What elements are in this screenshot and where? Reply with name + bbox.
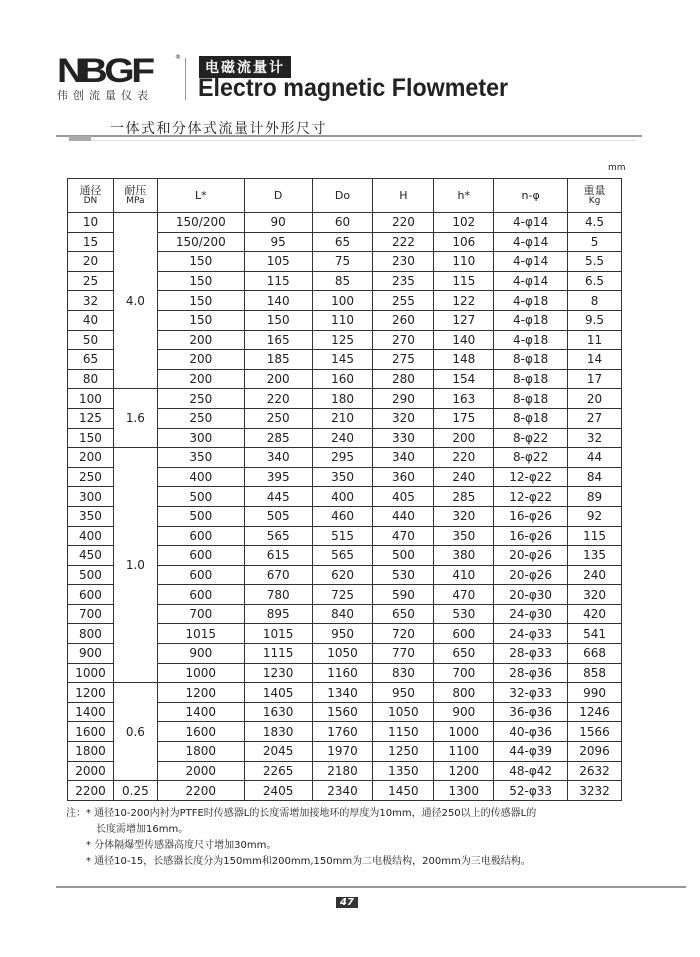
cell-l: 200 xyxy=(157,369,244,389)
cell-dn: 25 xyxy=(68,271,114,291)
cell-d: 150 xyxy=(244,310,312,330)
cell-weight: 541 xyxy=(568,624,622,644)
cell-l: 250 xyxy=(157,408,244,428)
cell-n-phi: 8-φ22 xyxy=(494,448,568,468)
cell-weight: 668 xyxy=(568,644,622,664)
cell-h: 720 xyxy=(373,624,434,644)
cell-dn: 2200 xyxy=(68,781,114,801)
cell-d: 115 xyxy=(244,271,312,291)
cell-weight: 17 xyxy=(568,369,622,389)
cell-do: 1970 xyxy=(312,742,373,762)
unit-label: mm xyxy=(608,163,626,173)
cell-l: 600 xyxy=(157,585,244,605)
note-2: * 分体隔爆型传感器高度尺寸增加30mm。 xyxy=(86,840,277,851)
cell-l: 150 xyxy=(157,291,244,311)
cell-d: 445 xyxy=(244,487,312,507)
cell-h-star: 127 xyxy=(434,310,494,330)
cell-dn: 900 xyxy=(68,644,114,664)
cell-n-phi: 52-φ33 xyxy=(494,781,568,801)
cell-dn: 700 xyxy=(68,604,114,624)
cell-do: 110 xyxy=(312,310,373,330)
cell-dn: 1000 xyxy=(68,663,114,683)
cell-d: 250 xyxy=(244,408,312,428)
header-h-star xyxy=(434,179,494,213)
cell-dn: 300 xyxy=(68,487,114,507)
cell-n-phi: 48-φ42 xyxy=(494,761,568,781)
brand-logo: NBGF xyxy=(57,52,152,90)
cell-weight: 5.5 xyxy=(568,252,622,272)
cell-n-phi: 24-φ33 xyxy=(494,624,568,644)
cell-h-star: 700 xyxy=(434,663,494,683)
cell-h-star: 650 xyxy=(434,644,494,664)
cell-l: 600 xyxy=(157,526,244,546)
cell-h-star: 320 xyxy=(434,506,494,526)
cell-dn: 32 xyxy=(68,291,114,311)
cell-dn: 65 xyxy=(68,350,114,370)
cell-weight: 32 xyxy=(568,428,622,448)
cell-d: 2405 xyxy=(244,781,312,801)
table-row xyxy=(68,389,622,409)
cell-weight: 4.5 xyxy=(568,213,622,233)
header-label: n-φ xyxy=(521,189,540,202)
header-l xyxy=(157,179,244,213)
cell-l: 200 xyxy=(157,330,244,350)
cell-h: 650 xyxy=(373,604,434,624)
cell-n-phi: 20-φ30 xyxy=(494,585,568,605)
header-h xyxy=(373,179,434,213)
cell-h-star: 220 xyxy=(434,448,494,468)
cell-h-star: 240 xyxy=(434,467,494,487)
header-label: 通径 xyxy=(79,183,102,197)
cell-h: 470 xyxy=(373,526,434,546)
cell-l: 1600 xyxy=(157,722,244,742)
cell-do: 950 xyxy=(312,624,373,644)
cell-h: 330 xyxy=(373,428,434,448)
cell-l: 900 xyxy=(157,644,244,664)
cell-dn: 600 xyxy=(68,585,114,605)
cell-n-phi: 20-φ26 xyxy=(494,565,568,585)
cell-d: 505 xyxy=(244,506,312,526)
cell-l: 1000 xyxy=(157,663,244,683)
note-1: 注：* 通径10-200内衬为PTFE时传感器L的长度需增加接地环的厚度为10mm，通径250以上的传感器L的 xyxy=(66,808,537,819)
cell-dn: 400 xyxy=(68,526,114,546)
cell-weight: 1246 xyxy=(568,702,622,722)
cell-h-star: 110 xyxy=(434,252,494,272)
cell-h: 220 xyxy=(373,213,434,233)
header-n-phi xyxy=(494,179,568,213)
cell-h-star: 175 xyxy=(434,408,494,428)
cell-weight: 8 xyxy=(568,291,622,311)
cell-l: 150/200 xyxy=(157,232,244,252)
cell-h: 530 xyxy=(373,565,434,585)
cell-h: 222 xyxy=(373,232,434,252)
table-row xyxy=(68,683,622,703)
cell-l: 600 xyxy=(157,546,244,566)
cell-weight: 11 xyxy=(568,330,622,350)
cell-weight: 858 xyxy=(568,663,622,683)
header-label: 耐压 xyxy=(124,183,147,197)
cell-weight: 89 xyxy=(568,487,622,507)
cell-dn: 10 xyxy=(68,213,114,233)
cell-do: 240 xyxy=(312,428,373,448)
cell-weight: 420 xyxy=(568,604,622,624)
table-row xyxy=(68,781,622,801)
cell-dn: 80 xyxy=(68,369,114,389)
cell-h-star: 1300 xyxy=(434,781,494,801)
cell-dn: 1600 xyxy=(68,722,114,742)
cell-h-star: 122 xyxy=(434,291,494,311)
cell-pressure: 1.6 xyxy=(113,389,157,448)
dimensions-table xyxy=(67,178,622,801)
cell-d: 2045 xyxy=(244,742,312,762)
cell-weight: 3232 xyxy=(568,781,622,801)
cell-h-star: 1200 xyxy=(434,761,494,781)
cell-h: 235 xyxy=(373,271,434,291)
cell-h-star: 900 xyxy=(434,702,494,722)
brand-subtitle: 伟创流量仪表 xyxy=(57,89,153,102)
cell-weight: 1566 xyxy=(568,722,622,742)
cell-do: 85 xyxy=(312,271,373,291)
header-d xyxy=(244,179,312,213)
cell-n-phi: 4-φ14 xyxy=(494,252,568,272)
cell-h: 230 xyxy=(373,252,434,272)
header-label: L* xyxy=(194,189,207,202)
cell-do: 350 xyxy=(312,467,373,487)
cell-do: 60 xyxy=(312,213,373,233)
cell-weight: 44 xyxy=(568,448,622,468)
cell-dn: 150 xyxy=(68,428,114,448)
cell-l: 1015 xyxy=(157,624,244,644)
cell-weight: 320 xyxy=(568,585,622,605)
cell-l: 1800 xyxy=(157,742,244,762)
cell-d: 615 xyxy=(244,546,312,566)
cell-h-star: 115 xyxy=(434,271,494,291)
cell-h: 440 xyxy=(373,506,434,526)
header-do xyxy=(312,179,373,213)
cell-dn: 125 xyxy=(68,408,114,428)
cell-d: 165 xyxy=(244,330,312,350)
cell-h-star: 285 xyxy=(434,487,494,507)
cell-do: 1760 xyxy=(312,722,373,742)
cell-h: 1250 xyxy=(373,742,434,762)
header-label: 重量 xyxy=(583,183,606,197)
cell-dn: 250 xyxy=(68,467,114,487)
cell-dn: 450 xyxy=(68,546,114,566)
cell-d: 140 xyxy=(244,291,312,311)
cell-n-phi: 8-φ22 xyxy=(494,428,568,448)
cell-weight: 135 xyxy=(568,546,622,566)
cell-do: 1050 xyxy=(312,644,373,664)
cell-dn: 800 xyxy=(68,624,114,644)
cell-n-phi: 4-φ14 xyxy=(494,232,568,252)
cell-h-star: 106 xyxy=(434,232,494,252)
cell-l: 1200 xyxy=(157,683,244,703)
cell-do: 460 xyxy=(312,506,373,526)
cell-l: 150 xyxy=(157,252,244,272)
header-label: Do xyxy=(334,189,351,202)
cell-do: 2180 xyxy=(312,761,373,781)
header-label: D xyxy=(273,189,283,202)
cell-weight: 2632 xyxy=(568,761,622,781)
cell-h-star: 530 xyxy=(434,604,494,624)
cell-n-phi: 32-φ33 xyxy=(494,683,568,703)
cell-d: 1405 xyxy=(244,683,312,703)
cell-n-phi: 8-φ18 xyxy=(494,369,568,389)
cell-h: 405 xyxy=(373,487,434,507)
cell-h: 360 xyxy=(373,467,434,487)
cell-d: 1015 xyxy=(244,624,312,644)
cell-d: 1115 xyxy=(244,644,312,664)
cell-n-phi: 36-φ36 xyxy=(494,702,568,722)
divider xyxy=(185,58,186,100)
cell-h: 290 xyxy=(373,389,434,409)
cell-n-phi: 4-φ18 xyxy=(494,330,568,350)
cell-d: 220 xyxy=(244,389,312,409)
cell-n-phi: 24-φ30 xyxy=(494,604,568,624)
cell-h-star: 470 xyxy=(434,585,494,605)
page-title: Electro magnetic Flowmeter xyxy=(198,74,509,102)
cell-do: 210 xyxy=(312,408,373,428)
cell-do: 75 xyxy=(312,252,373,272)
cell-h: 340 xyxy=(373,448,434,468)
cell-h: 280 xyxy=(373,369,434,389)
cell-h: 590 xyxy=(373,585,434,605)
cell-l: 150 xyxy=(157,271,244,291)
cell-n-phi: 20-φ26 xyxy=(494,546,568,566)
cell-do: 65 xyxy=(312,232,373,252)
cell-do: 100 xyxy=(312,291,373,311)
cell-n-phi: 16-φ26 xyxy=(494,506,568,526)
cell-dn: 1800 xyxy=(68,742,114,762)
cell-d: 780 xyxy=(244,585,312,605)
cell-h: 1350 xyxy=(373,761,434,781)
cell-n-phi: 4-φ14 xyxy=(494,271,568,291)
cell-d: 1830 xyxy=(244,722,312,742)
cell-do: 1560 xyxy=(312,702,373,722)
cell-d: 185 xyxy=(244,350,312,370)
cell-h-star: 600 xyxy=(434,624,494,644)
cell-h: 1450 xyxy=(373,781,434,801)
cell-l: 500 xyxy=(157,506,244,526)
header-unit: DN xyxy=(83,195,98,206)
section-title: 一体式和分体式流量计外形尺寸 xyxy=(110,121,327,137)
cell-dn: 50 xyxy=(68,330,114,350)
cell-n-phi: 4-φ18 xyxy=(494,310,568,330)
cell-l: 2200 xyxy=(157,781,244,801)
cell-h: 500 xyxy=(373,546,434,566)
cell-h-star: 410 xyxy=(434,565,494,585)
cell-do: 840 xyxy=(312,604,373,624)
cell-n-phi: 28-φ36 xyxy=(494,663,568,683)
cell-h: 1150 xyxy=(373,722,434,742)
cell-do: 160 xyxy=(312,369,373,389)
cell-h: 1050 xyxy=(373,702,434,722)
cell-dn: 1400 xyxy=(68,702,114,722)
cell-h-star: 154 xyxy=(434,369,494,389)
cell-n-phi: 12-φ22 xyxy=(494,467,568,487)
cell-do: 400 xyxy=(312,487,373,507)
cell-pressure: 4.0 xyxy=(113,213,157,389)
table-header-row xyxy=(68,179,622,213)
cell-dn: 2000 xyxy=(68,761,114,781)
page-number: 47 xyxy=(336,897,358,908)
cell-d: 1630 xyxy=(244,702,312,722)
cell-h-star: 140 xyxy=(434,330,494,350)
cell-l: 600 xyxy=(157,565,244,585)
cell-h-star: 163 xyxy=(434,389,494,409)
section-marker xyxy=(69,136,91,141)
cell-d: 340 xyxy=(244,448,312,468)
cell-h-star: 1100 xyxy=(434,742,494,762)
cell-dn: 20 xyxy=(68,252,114,272)
cell-do: 515 xyxy=(312,526,373,546)
cell-do: 565 xyxy=(312,546,373,566)
cell-h-star: 380 xyxy=(434,546,494,566)
cell-n-phi: 4-φ18 xyxy=(494,291,568,311)
cell-h-star: 800 xyxy=(434,683,494,703)
cell-h: 260 xyxy=(373,310,434,330)
header-pressure xyxy=(113,179,157,213)
cell-l: 200 xyxy=(157,350,244,370)
header-weight xyxy=(568,179,622,213)
cell-d: 95 xyxy=(244,232,312,252)
cell-weight: 115 xyxy=(568,526,622,546)
cell-weight: 990 xyxy=(568,683,622,703)
cell-dn: 350 xyxy=(68,506,114,526)
cell-weight: 92 xyxy=(568,506,622,526)
cell-weight: 84 xyxy=(568,467,622,487)
cell-h: 320 xyxy=(373,408,434,428)
cell-l: 300 xyxy=(157,428,244,448)
cell-h: 770 xyxy=(373,644,434,664)
table-row xyxy=(68,213,622,233)
cell-d: 90 xyxy=(244,213,312,233)
table-row xyxy=(68,448,622,468)
cell-do: 2340 xyxy=(312,781,373,801)
header-dn xyxy=(68,179,114,213)
header-unit: MPa xyxy=(126,195,145,206)
cell-dn: 200 xyxy=(68,448,114,468)
cell-pressure: 1.0 xyxy=(113,448,157,683)
cell-do: 125 xyxy=(312,330,373,350)
cell-d: 565 xyxy=(244,526,312,546)
cell-weight: 27 xyxy=(568,408,622,428)
cell-h-star: 200 xyxy=(434,428,494,448)
header-unit: Kg xyxy=(588,195,601,206)
cell-l: 700 xyxy=(157,604,244,624)
cell-pressure: 0.25 xyxy=(113,781,157,801)
divider xyxy=(91,140,636,141)
cell-d: 200 xyxy=(244,369,312,389)
cell-l: 250 xyxy=(157,389,244,409)
cell-d: 2265 xyxy=(244,761,312,781)
note-3: * 通径10-15，长感器长度分为150mm和200mm,150mm为二电极结构，200mm为三电极结构。 xyxy=(86,856,531,867)
cell-weight: 6.5 xyxy=(568,271,622,291)
notes xyxy=(66,806,536,870)
cell-l: 150/200 xyxy=(157,213,244,233)
cell-n-phi: 12-φ22 xyxy=(494,487,568,507)
category-label: 电磁流量计 xyxy=(199,56,291,78)
cell-n-phi: 28-φ33 xyxy=(494,644,568,664)
cell-h: 255 xyxy=(373,291,434,311)
cell-h: 275 xyxy=(373,350,434,370)
cell-do: 145 xyxy=(312,350,373,370)
cell-d: 395 xyxy=(244,467,312,487)
cell-n-phi: 44-φ39 xyxy=(494,742,568,762)
cell-l: 1400 xyxy=(157,702,244,722)
cell-weight: 9.5 xyxy=(568,310,622,330)
cell-do: 620 xyxy=(312,565,373,585)
cell-n-phi: 4-φ14 xyxy=(494,213,568,233)
cell-weight: 20 xyxy=(568,389,622,409)
cell-h-star: 102 xyxy=(434,213,494,233)
cell-n-phi: 8-φ18 xyxy=(494,408,568,428)
header-label: H xyxy=(399,189,408,202)
cell-d: 285 xyxy=(244,428,312,448)
cell-n-phi: 8-φ18 xyxy=(494,389,568,409)
cell-dn: 40 xyxy=(68,310,114,330)
cell-pressure: 0.6 xyxy=(113,683,157,781)
registered-mark-icon: ® xyxy=(175,54,181,61)
cell-l: 2000 xyxy=(157,761,244,781)
cell-dn: 500 xyxy=(68,565,114,585)
cell-weight: 240 xyxy=(568,565,622,585)
cell-l: 500 xyxy=(157,487,244,507)
cell-do: 295 xyxy=(312,448,373,468)
divider xyxy=(56,886,686,888)
cell-d: 1230 xyxy=(244,663,312,683)
cell-weight: 2096 xyxy=(568,742,622,762)
cell-l: 350 xyxy=(157,448,244,468)
cell-do: 180 xyxy=(312,389,373,409)
cell-dn: 15 xyxy=(68,232,114,252)
cell-l: 400 xyxy=(157,467,244,487)
cell-n-phi: 40-φ36 xyxy=(494,722,568,742)
cell-n-phi: 16-φ26 xyxy=(494,526,568,546)
cell-d: 105 xyxy=(244,252,312,272)
cell-dn: 100 xyxy=(68,389,114,409)
cell-h-star: 350 xyxy=(434,526,494,546)
cell-weight: 14 xyxy=(568,350,622,370)
cell-do: 1340 xyxy=(312,683,373,703)
cell-l: 150 xyxy=(157,310,244,330)
cell-h-star: 1000 xyxy=(434,722,494,742)
cell-dn: 1200 xyxy=(68,683,114,703)
cell-h: 270 xyxy=(373,330,434,350)
cell-d: 670 xyxy=(244,565,312,585)
note-1-cont: 长度需增加16mm。 xyxy=(96,824,189,835)
header-label: h* xyxy=(457,189,471,202)
cell-h: 830 xyxy=(373,663,434,683)
cell-weight: 5 xyxy=(568,232,622,252)
cell-h-star: 148 xyxy=(434,350,494,370)
cell-h: 950 xyxy=(373,683,434,703)
cell-do: 725 xyxy=(312,585,373,605)
cell-d: 895 xyxy=(244,604,312,624)
cell-do: 1160 xyxy=(312,663,373,683)
cell-n-phi: 8-φ18 xyxy=(494,350,568,370)
